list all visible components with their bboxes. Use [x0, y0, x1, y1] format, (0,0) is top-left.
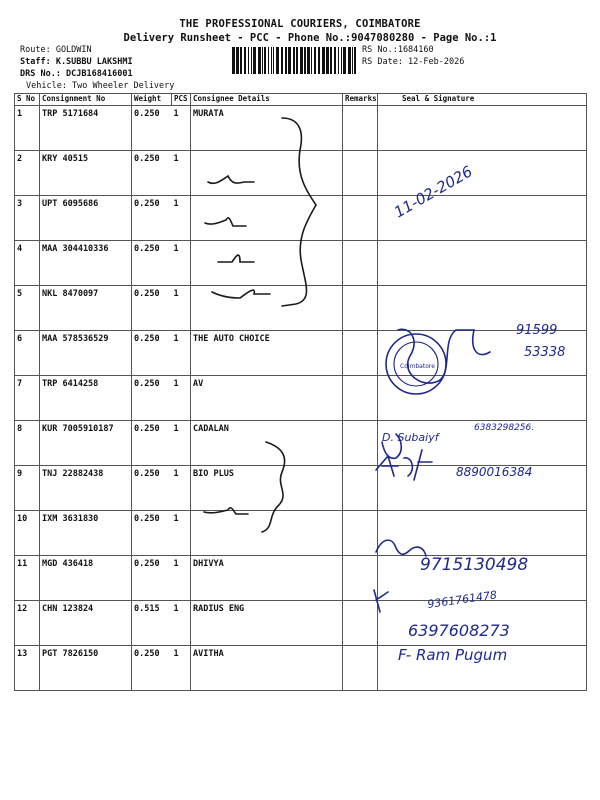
cell-weight: 0.250 — [132, 466, 172, 511]
runsheet-table — [14, 93, 587, 691]
table-row — [15, 196, 587, 241]
cell-sno: 11 — [15, 556, 40, 601]
cell-consignee: THE AUTO CHOICE — [191, 331, 343, 376]
barcode-bar — [253, 47, 256, 74]
table-row — [15, 376, 587, 421]
table-row — [15, 106, 587, 151]
handwritten-name: D. Subaiyf — [382, 431, 439, 444]
cell-consignment: MAA 304410336 — [40, 241, 132, 286]
table-row — [15, 151, 587, 196]
handwritten-phone: 8890016384 — [456, 465, 533, 479]
handwritten-phone: 9361761478 — [426, 588, 498, 611]
cell-consignment: MAA 578536529 — [40, 331, 132, 376]
cell-pcs: 1 — [172, 106, 191, 151]
barcode-bar — [300, 47, 303, 74]
barcode-bar — [343, 47, 346, 74]
cell-seal — [378, 196, 587, 241]
cell-consignee — [191, 196, 343, 241]
cell-seal — [378, 286, 587, 331]
barcode-bar — [273, 47, 274, 74]
runsheet-subtitle: Delivery Runsheet - PCC - Phone No.:9047080280 - Page No.:1 — [123, 32, 497, 44]
col-weight: Weight — [132, 94, 172, 106]
cell-consignment: TRP 6414258 — [40, 376, 132, 421]
barcode-bar — [264, 47, 266, 74]
barcode-bar — [352, 47, 353, 74]
barcode-bar — [232, 47, 235, 74]
cell-seal — [378, 241, 587, 286]
cell-weight: 0.250 — [132, 286, 172, 331]
cell-seal — [378, 601, 587, 646]
barcode-bar — [338, 47, 339, 74]
barcode-bar — [271, 47, 272, 74]
barcode-bar — [276, 47, 279, 74]
cell-sno: 9 — [15, 466, 40, 511]
col-seal: Seal & Signature — [378, 94, 587, 106]
cell-sno: 8 — [15, 421, 40, 466]
cell-sno: 6 — [15, 331, 40, 376]
cell-weight: 0.250 — [132, 331, 172, 376]
table-row — [15, 466, 587, 511]
col-pcs: PCS — [172, 94, 191, 106]
cell-consignment: TRP 5171684 — [40, 106, 132, 151]
cell-consignee: RADIUS ENG — [191, 601, 343, 646]
barcode-bar — [281, 47, 283, 74]
cell-pcs: 1 — [172, 151, 191, 196]
rs-date: RS Date: 12-Feb-2026 — [362, 57, 465, 67]
cell-seal — [378, 466, 587, 511]
barcode-bar — [248, 47, 249, 74]
table-row — [15, 331, 587, 376]
cell-sno: 12 — [15, 601, 40, 646]
cell-sno: 7 — [15, 376, 40, 421]
cell-remarks — [343, 106, 378, 151]
cell-consignee — [191, 511, 343, 556]
cell-consignment: KRY 40515 — [40, 151, 132, 196]
cell-pcs: 1 — [172, 421, 191, 466]
barcode-bar — [334, 47, 336, 74]
cell-pcs: 1 — [172, 376, 191, 421]
cell-seal — [378, 151, 587, 196]
cell-remarks — [343, 556, 378, 601]
cell-consignment: CHN 123824 — [40, 601, 132, 646]
table-row — [15, 241, 587, 286]
col-consignment: Consignment No — [40, 94, 132, 106]
cell-seal — [378, 106, 587, 151]
barcode-bar — [240, 47, 242, 74]
table-row — [15, 646, 587, 691]
cell-sno: 10 — [15, 511, 40, 556]
rs-number: RS No.:1684160 — [362, 45, 434, 55]
barcode-bar — [318, 47, 320, 74]
staff-label: Staff: K.SUBBU LAKSHMI — [20, 57, 133, 67]
cell-remarks — [343, 376, 378, 421]
barcode-image — [232, 47, 358, 74]
cell-consignee: DHIVYA — [191, 556, 343, 601]
barcode-bar — [307, 47, 310, 74]
cell-sno: 2 — [15, 151, 40, 196]
table-row — [15, 511, 587, 556]
cell-remarks — [343, 601, 378, 646]
cell-remarks — [343, 241, 378, 286]
cell-sno: 3 — [15, 196, 40, 241]
barcode-bar — [258, 47, 261, 74]
cell-seal — [378, 376, 587, 421]
table-row — [15, 286, 587, 331]
table-row — [15, 556, 587, 601]
cell-consignee: AV — [191, 376, 343, 421]
cell-remarks — [343, 151, 378, 196]
barcode-bar — [268, 47, 269, 74]
cell-remarks — [343, 511, 378, 556]
barcode-bar — [341, 47, 342, 74]
route-label: Route: GOLDWIN — [20, 45, 92, 55]
barcode-bar — [330, 47, 332, 74]
cell-sno: 1 — [15, 106, 40, 151]
col-remarks: Remarks — [343, 94, 378, 106]
cell-sno: 13 — [15, 646, 40, 691]
cell-seal — [378, 331, 587, 376]
barcode-bar — [236, 47, 239, 74]
barcode-bar — [354, 47, 356, 74]
cell-weight: 0.250 — [132, 376, 172, 421]
barcode-bar — [251, 47, 252, 74]
cell-weight: 0.250 — [132, 646, 172, 691]
cell-consignee — [191, 241, 343, 286]
handwritten-number: 91599 — [516, 323, 558, 338]
handwritten-phone: 6397608273 — [408, 621, 510, 640]
cell-consignment: KUR 7005910187 — [40, 421, 132, 466]
cell-pcs: 1 — [172, 556, 191, 601]
handwritten-date: 11-02-2026 — [391, 162, 476, 222]
cell-consignee: BIO PLUS — [191, 466, 343, 511]
cell-remarks — [343, 286, 378, 331]
cell-weight: 0.250 — [132, 241, 172, 286]
cell-consignee — [191, 151, 343, 196]
cell-consignment: MGD 436418 — [40, 556, 132, 601]
cell-weight: 0.250 — [132, 511, 172, 556]
barcode-bar — [244, 47, 246, 74]
cell-remarks — [343, 196, 378, 241]
col-sno: S No — [15, 94, 40, 106]
cell-pcs: 1 — [172, 286, 191, 331]
barcode-bar — [314, 47, 316, 74]
cell-remarks — [343, 466, 378, 511]
cell-seal — [378, 556, 587, 601]
cell-consignee: CADALAN — [191, 421, 343, 466]
barcode-bar — [293, 47, 295, 74]
cell-weight: 0.250 — [132, 106, 172, 151]
cell-remarks — [343, 421, 378, 466]
cell-consignee: AVITHA — [191, 646, 343, 691]
company-title: THE PROFESSIONAL COURIERS, COIMBATORE — [179, 18, 421, 30]
handwritten-phone: 9715130498 — [420, 555, 529, 575]
cell-weight: 0.250 — [132, 151, 172, 196]
cell-weight: 0.250 — [132, 556, 172, 601]
cell-sno: 4 — [15, 241, 40, 286]
cell-seal — [378, 421, 587, 466]
cell-pcs: 1 — [172, 331, 191, 376]
cell-sno: 5 — [15, 286, 40, 331]
cell-consignee — [191, 286, 343, 331]
cell-consignment: IXM 3631830 — [40, 511, 132, 556]
handwritten-phone: 6383298256. — [474, 423, 535, 433]
table-row — [15, 421, 587, 466]
cell-seal — [378, 511, 587, 556]
cell-weight: 0.515 — [132, 601, 172, 646]
cell-pcs: 1 — [172, 646, 191, 691]
cell-seal — [378, 646, 587, 691]
barcode-bar — [288, 47, 291, 74]
drs-number: DRS No.: DCJB168416001 — [20, 69, 133, 79]
cell-remarks — [343, 331, 378, 376]
barcode-bar — [304, 47, 306, 74]
cell-pcs: 1 — [172, 241, 191, 286]
handwritten-name: F- Ram Pugum — [398, 646, 508, 664]
cell-consignee: MURATA — [191, 106, 343, 151]
cell-weight: 0.250 — [132, 421, 172, 466]
barcode-bar — [296, 47, 298, 74]
handwritten-number: 53338 — [524, 345, 566, 360]
seal-text: Coimbatore — [400, 363, 435, 370]
barcode-bar — [348, 47, 351, 74]
cell-consignment: UPT 6095686 — [40, 196, 132, 241]
cell-pcs: 1 — [172, 196, 191, 241]
table-header-row — [15, 94, 587, 106]
cell-pcs: 1 — [172, 511, 191, 556]
cell-weight: 0.250 — [132, 196, 172, 241]
cell-pcs: 1 — [172, 601, 191, 646]
cell-pcs: 1 — [172, 466, 191, 511]
barcode-bar — [285, 47, 287, 74]
barcode-bar — [326, 47, 329, 74]
col-consignee: Consignee Details — [191, 94, 343, 106]
barcode-bar — [322, 47, 325, 74]
cell-remarks — [343, 646, 378, 691]
barcode-bar — [262, 47, 263, 74]
cell-consignment: TNJ 22882438 — [40, 466, 132, 511]
vehicle-label: Vehicle: Two Wheeler Delivery — [26, 81, 175, 91]
barcode-bar — [311, 47, 312, 74]
table-row — [15, 601, 587, 646]
cell-consignment: NKL 8470097 — [40, 286, 132, 331]
cell-consignment: PGT 7826150 — [40, 646, 132, 691]
